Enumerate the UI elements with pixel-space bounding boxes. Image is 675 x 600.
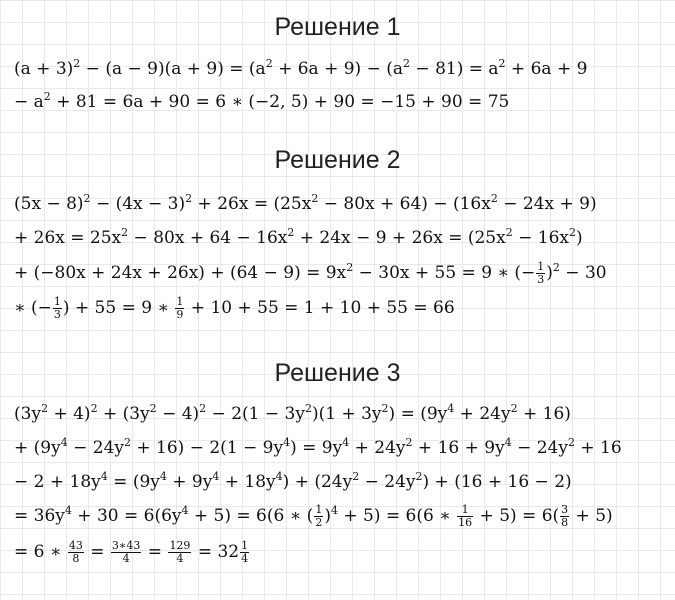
expression-text: + 16): [517, 404, 571, 424]
fraction: [53, 296, 62, 321]
exponent: 2: [149, 402, 157, 415]
expression-text: + (3y: [97, 404, 150, 424]
expression-text: + 24y: [454, 404, 511, 424]
numerator: 129: [169, 539, 191, 552]
expression-text: + 18y: [219, 472, 276, 492]
exponent: 2: [311, 192, 319, 205]
expression-text: ) + (24y: [282, 472, 353, 492]
exponent: 2: [124, 436, 131, 449]
expression-text: + 4): [48, 404, 91, 424]
denominator: 4: [241, 552, 249, 565]
denominator: 16: [458, 516, 473, 529]
expression-text: ) + (16 + 16 − 2): [422, 472, 572, 492]
expression-text: = 32: [192, 542, 240, 562]
exponent: 2: [265, 57, 273, 70]
exponent: 2: [304, 402, 312, 415]
denominator: 3: [53, 308, 61, 321]
expression-text: − 80x + 64) − (16x: [318, 194, 491, 214]
fraction: [68, 540, 84, 565]
expression-text: − 24x + 9): [497, 194, 597, 214]
solution-2-line-2: [14, 224, 583, 252]
expression-text: + 24x − 9 + 26x = (25x: [294, 228, 506, 248]
expression-text: − (4x − 3): [90, 194, 186, 214]
solution-3-line-3: [14, 468, 572, 496]
numerator: 1: [315, 503, 323, 516]
fraction: [240, 540, 249, 565]
expression-text: + (−80x + 24x + 26x) + (64 − 9) = 9x: [14, 263, 347, 283]
solution-2-line-3: [14, 259, 607, 287]
exponent: 4: [60, 436, 68, 449]
expression-text: = 36y: [14, 506, 65, 526]
numerator: 1: [457, 504, 473, 517]
denominator: 4: [122, 552, 130, 565]
exponent: 2: [90, 402, 98, 415]
exponent: 2: [510, 402, 518, 415]
exponent: 4: [504, 436, 512, 449]
denominator: 3: [537, 273, 545, 286]
solution-3-line-4: [14, 502, 613, 530]
exponent: 2: [121, 226, 129, 239]
exponent: 2: [185, 192, 193, 205]
exponent: 2: [199, 402, 207, 415]
numerator: 1: [53, 295, 61, 308]
solution-3-title: Решение 3: [274, 359, 401, 387]
expression-text: − 30: [559, 263, 607, 283]
expression-text: (5x − 8): [14, 194, 84, 214]
exponent: 4: [447, 402, 455, 415]
denominator: 9: [176, 308, 184, 321]
expression-text: =: [84, 542, 110, 562]
exponent: 2: [568, 226, 576, 239]
solution-2-line-1: [14, 190, 597, 218]
exponent: 2: [415, 470, 423, 483]
expression-text: + 26x = 25x: [14, 228, 122, 248]
denominator: 8: [561, 516, 569, 529]
fraction: [175, 296, 184, 321]
denominator: 4: [176, 552, 184, 565]
solution-1-line-1: [14, 55, 587, 83]
expression-text: + 6a + 9) − (a: [272, 59, 404, 79]
expression-text: − (a − 9)(a + 9) = (a: [80, 59, 266, 79]
fraction: [314, 504, 323, 529]
expression-text: = (9y: [107, 472, 160, 492]
expression-text: − 24y: [359, 472, 416, 492]
expression-text: + 24y: [349, 438, 406, 458]
denominator: 2: [315, 516, 323, 529]
expression-text: =: [142, 542, 168, 562]
expression-text: + 5) = 6(6 ∗ (: [188, 506, 314, 526]
expression-text: − 16x: [512, 228, 569, 248]
fraction: [111, 540, 141, 565]
exponent: 2: [381, 402, 389, 415]
expression-text: (3y: [14, 404, 42, 424]
expression-text: − 24y: [67, 438, 124, 458]
fraction: [457, 504, 473, 529]
expression-text: − 80x + 64 − 16x: [128, 228, 288, 248]
expression-text: + 10 + 55 = 1 + 10 + 55 = 66: [185, 298, 455, 318]
expression-text: + 16 + 9y: [412, 438, 505, 458]
numerator: 43: [68, 539, 83, 552]
exponent: 4: [330, 504, 338, 517]
expression-text: − 81) = a: [410, 59, 499, 79]
expression-text: + 5) = 6(6 ∗: [337, 506, 457, 526]
exponent: 2: [73, 57, 81, 70]
exponent: 4: [64, 504, 72, 517]
expression-text: + (9y: [14, 438, 61, 458]
exponent: 2: [41, 402, 49, 415]
expression-text: ) + 55 = 9 ∗: [62, 298, 175, 318]
fraction: [168, 540, 191, 565]
expression-text: (a + 3): [14, 59, 74, 79]
numerator: 1: [241, 539, 249, 552]
exponent: 4: [275, 470, 283, 483]
exponent: 2: [505, 226, 513, 239]
exponent: 2: [83, 192, 91, 205]
expression-text: ): [575, 228, 583, 248]
expression-text: − 4): [156, 404, 200, 424]
denominator: 8: [72, 552, 80, 565]
exponent: 2: [552, 261, 560, 274]
exponent: 2: [567, 436, 575, 449]
expression-text: − 2 + 18y: [14, 472, 101, 492]
exponent: 2: [43, 90, 51, 103]
expression-text: + 16) − 2(1 − 9y: [131, 438, 284, 458]
exponent: 4: [159, 470, 167, 483]
expression-text: − 30x + 55 = 9 ∗ (−: [353, 263, 536, 283]
expression-text: + 30 = 6(6y: [71, 506, 182, 526]
exponent: 2: [352, 470, 360, 483]
expression-text: + 26x = (25x: [192, 194, 312, 214]
solution-3-line-2: [14, 434, 622, 462]
expression-text: − 2(1 − 3y: [206, 404, 305, 424]
numerator: 1: [176, 295, 184, 308]
expression-text: + 5): [570, 506, 613, 526]
expression-text: − a: [14, 92, 44, 112]
exponent: 4: [342, 436, 350, 449]
exponent: 2: [346, 261, 354, 274]
expression-text: + 5) = 6(: [474, 506, 560, 526]
solution-2-title: Решение 2: [274, 146, 401, 174]
solution-3-line-1: [14, 400, 571, 428]
numerator: 3∗43: [111, 539, 141, 552]
numerator: 3: [561, 503, 569, 516]
expression-text: )(1 + 3y: [311, 404, 382, 424]
exponent: 4: [100, 470, 108, 483]
expression-text: = 6 ∗: [14, 542, 67, 562]
solution-1-title: Решение 1: [274, 13, 401, 41]
exponent: 2: [490, 192, 498, 205]
exponent: 4: [283, 436, 291, 449]
exponent: 2: [403, 57, 411, 70]
exponent: 2: [287, 226, 295, 239]
expression-text: + 6a + 9: [505, 59, 588, 79]
expression-text: ): [546, 263, 553, 283]
solution-2-line-4: [14, 294, 455, 322]
numerator: 1: [537, 260, 545, 273]
fraction: [536, 261, 545, 286]
expression-text: ) = 9y: [290, 438, 343, 458]
expression-text: + 81 = 6a + 90 = 6 ∗ (−2, 5) + 90 = −15 + 90 = 75: [50, 92, 510, 112]
exponent: 2: [405, 436, 413, 449]
exponent: 2: [498, 57, 506, 70]
expression-text: ): [324, 506, 331, 526]
expression-text: + 9y: [166, 472, 213, 492]
exponent: 4: [181, 504, 189, 517]
expression-text: ) = (9y: [388, 404, 448, 424]
solution-1-line-2: [14, 88, 509, 116]
fraction: [560, 504, 569, 529]
expression-text: + 16: [574, 438, 622, 458]
expression-text: − 24y: [511, 438, 568, 458]
solution-3-line-5: [14, 538, 250, 566]
expression-text: ∗ (−: [14, 298, 52, 318]
exponent: 4: [212, 470, 220, 483]
